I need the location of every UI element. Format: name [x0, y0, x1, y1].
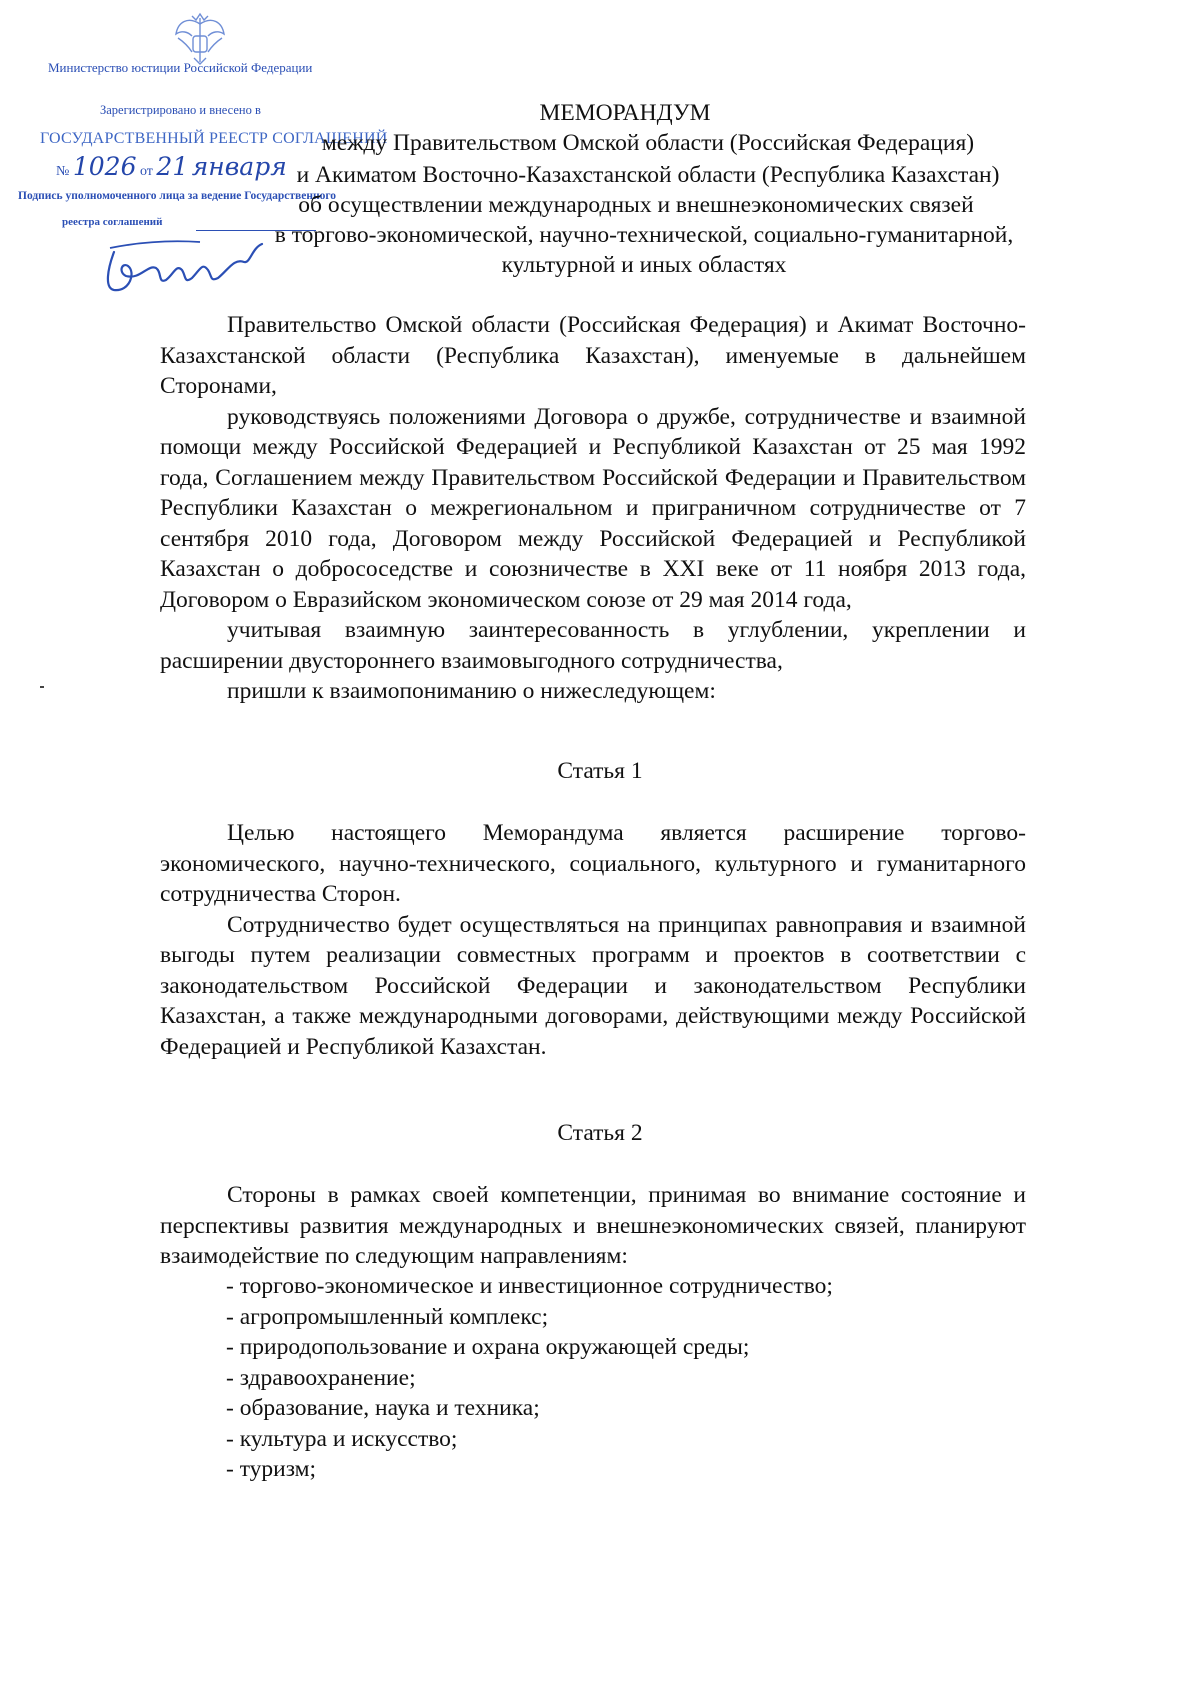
list-item: - образование, наука и техника; [226, 1395, 540, 1421]
list-item: - природопользование и охрана окружающей среды; [226, 1334, 750, 1360]
article-1-paragraph: Сотрудничество будет осуществляться на принципах равноправия и взаимной выгоды путем реализации совместных программ и проектов в соответствии с законодательством Российской Федерации и законодательством Республики Казахстан, а также международными договорами, действующими между Российской Федерацией и Республикой Казахстан. [160, 911, 1026, 1060]
list-item: - торгово-экономическое и инвестиционное сотрудничество; [226, 1273, 833, 1299]
registry-label: ГОСУДАРСТВЕННЫЙ РЕЕСТР СОГЛАШЕНИЙ [40, 130, 388, 147]
number-prefix: № [56, 164, 70, 179]
article-1-body [160, 818, 1026, 1062]
heading-line-5: культурной и иных областях [501, 252, 787, 278]
signer-label-line1: Подпись уполномоченного лица за ведение Государственного [18, 190, 337, 202]
heading-line-4: в торгово-экономической, научно-технической, социально-гуманитарной, [274, 222, 1014, 248]
preamble-paragraph: учитывая взаимную заинтересованность в углублении, укреплении и расширении двустороннего взаимовыгодного сотрудничества, [160, 617, 1026, 674]
article-2-intro [160, 1180, 1026, 1272]
registration-month: января [191, 152, 287, 181]
registration-day: 21 [156, 152, 189, 181]
list-item: - здравоохранение; [226, 1364, 416, 1391]
preamble [160, 310, 1026, 707]
preamble-paragraph: пришли к взаимопониманию о нижеследующем: [227, 678, 716, 704]
registered-label: Зарегистрировано и внесено в [100, 103, 261, 117]
article-1-paragraph: Целью настоящего Меморандума является расширение торгово-экономического, научно-технического, социального, культурного и гуманитарного сотрудничества Сторон. [160, 820, 1026, 907]
article-2-title: Статья 2 [557, 1120, 643, 1146]
heading-line-1: между Правительством Омской области (Российская Федерация) [321, 130, 975, 156]
signer-label-line2: реестра соглашений [62, 216, 163, 228]
registration-number: 1026 [72, 152, 137, 181]
preamble-paragraph: руководствуясь положениями Договора о дружбе, сотрудничестве и взаимной помощи между Российской Федерацией и Республикой Казахстан от 25 мая 1992 года, Соглашением между Правительством Российской Федерации и Правительством Республики Казахстан о межрегиональном и приграничном сотрудничестве от 7 сентября 2010 года, Договором между Российской Федерацией и Республикой Казахстан о добрососедстве и союзничестве в XXI веке от 11 ноября 2013 года, Договором о Евразийском экономическом союзе от 29 мая 2014 года, [160, 403, 1026, 613]
preamble-paragraph: Правительство Омской области (Российская Федерация) и Акимат Восточно-Казахстанской области (Республика Казахстан), именуемые в дальнейшем Сторонами, [160, 312, 1026, 399]
list-item: - агропромышленный комплекс; [226, 1303, 549, 1330]
scan-speck [40, 686, 44, 688]
document-title: МЕМОРАНДУМ [539, 100, 711, 126]
heading-line-3: об осуществлении международных и внешнеэкономических связей [298, 192, 974, 218]
article-2-paragraph: Стороны в рамках своей компетенции, принимая во внимание состояние и перспективы развития международных и внешнеэкономических связей, планируют взаимодействие по следующим направлениям: [160, 1182, 1026, 1269]
article-1-title: Статья 1 [557, 758, 643, 784]
directions-list [226, 1271, 833, 1485]
date-from-label: от [139, 164, 153, 179]
list-item: - культура и искусство; [226, 1425, 458, 1452]
ministry-label: Министерство юстиции Российской Федерации [48, 60, 313, 75]
list-item: - туризм; [226, 1456, 317, 1482]
heading-line-2: и Акиматом Восточно-Казахстанской области (Республика Казахстан) [296, 162, 1000, 188]
